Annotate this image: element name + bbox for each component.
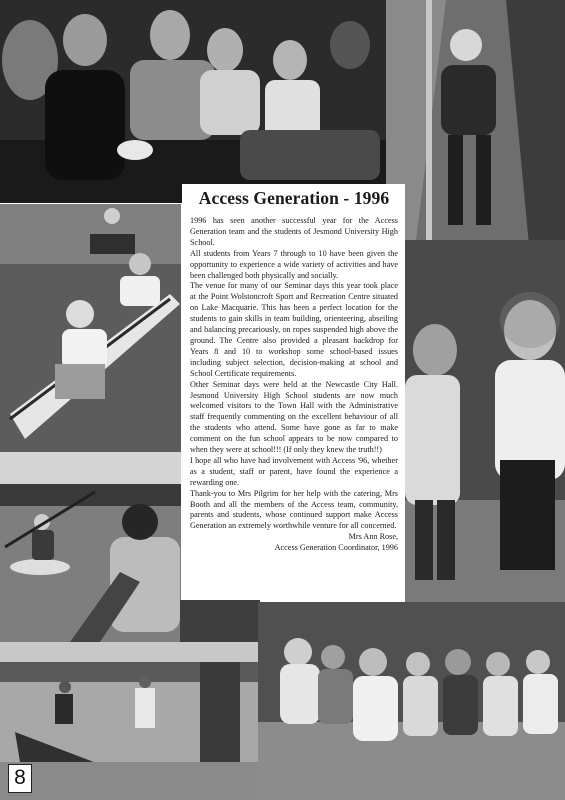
- photo-kayaks: [0, 452, 181, 642]
- photo-canoe: [0, 204, 181, 452]
- photo-kayaks-edge: [180, 600, 260, 642]
- photo-student-group: [258, 602, 565, 800]
- signature-title: Access Generation Coordinator, 1996: [274, 543, 398, 553]
- article-paragraph-1: 1996 has seen another successful year for the Access Generation team and the students of Jesmond University High School.: [190, 216, 398, 247]
- photo-audience: [0, 0, 386, 203]
- page-number: 8: [8, 764, 32, 793]
- article-box: [182, 184, 405, 600]
- article-paragraph-5: I hope all who have had involvement with Access '96, whether as a student, staff or parent, have found the experience a rewarding one.: [190, 455, 398, 487]
- photo-shore-canoeists: [0, 642, 262, 800]
- article-paragraph-2: All students from Years 7 through to 10 have been given the opportunity to experience a wide variety of activities and have been challenged both physically and socially.: [190, 248, 398, 280]
- article-paragraph-4: Other Seminar days were held at the Newcastle City Hall. Jesmond University High School students are now much welcomed visitors to the Town Hall with the Administrative staff frequently commenting on the excellent behaviour of all the students who attend. Some have gone as far to make comment on the fun school appears to be now compared to when they were at school!!! (If only they knew the truth!!): [190, 379, 398, 455]
- article-title: Access Generation - 1996: [198, 188, 390, 208]
- article-paragraph-3: The venue for many of our Seminar days this year took place at the Point Wolstoncroft Sport and Recreation Centre situated on Lake Macquarie. This has been a perfect location for the students to gain skills in team building, orienteering, abseiling and balancing precariously, on ropes suspended high above the ground. The Centre also provided a pleasant backdrop for Years 8 and 10 to workshop some school-based issues including subject selection, decision-making at school and School Certificate requirements.: [190, 281, 398, 378]
- article-paragraph-6: Thank-you to Mrs Pilgrim for her help with the catering, Mrs Booth and all the members of the Access team, community, parents and students, whose continued support make Access Generation an extremely worthwhile venture for all concerned.: [190, 488, 398, 531]
- signature-name: Mrs Ann Rose,: [348, 532, 398, 542]
- photo-harness-girls: [405, 240, 565, 602]
